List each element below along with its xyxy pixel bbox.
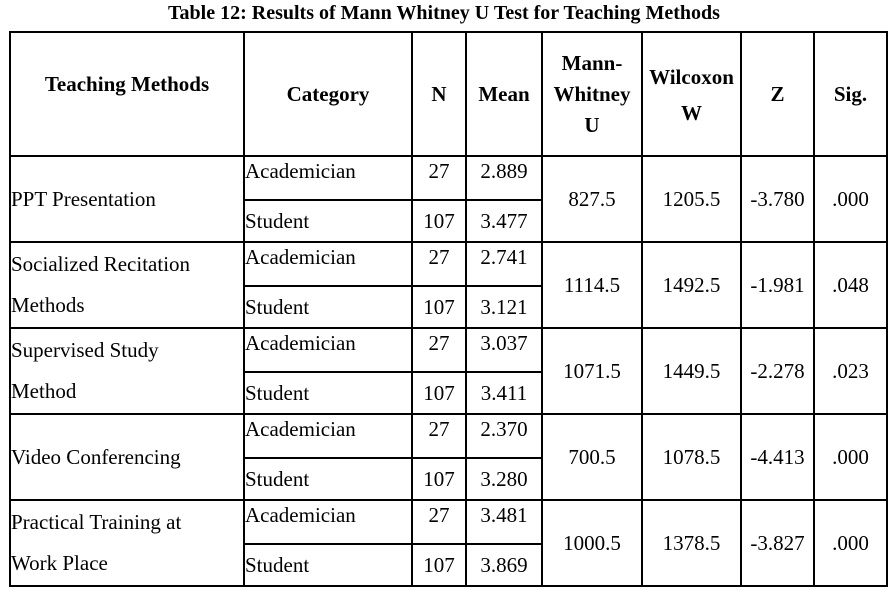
mean-cell: 3.121 (466, 286, 542, 328)
mean-cell: 3.411 (466, 372, 542, 414)
n-cell: 107 (412, 200, 466, 242)
mean-cell: 2.889 (466, 156, 542, 200)
mann-whitney-u-cell: 700.5 (542, 414, 642, 500)
table-caption: Table 12: Results of Mann Whitney U Test for Teaching Methods (168, 2, 720, 24)
table-row (10, 242, 887, 286)
mean-cell: 2.741 (466, 242, 542, 286)
method-name-line2: Methods (11, 293, 85, 317)
header-teaching-methods (10, 32, 244, 156)
category-cell: Academician (244, 414, 412, 458)
method-name-line2: Work Place (11, 551, 108, 575)
header-sig: Sig. (814, 32, 887, 156)
mean-cell: 3.477 (466, 200, 542, 242)
category-cell: Student (244, 372, 412, 414)
wilcoxon-w-cell: 1449.5 (642, 328, 741, 414)
method-cell (10, 500, 244, 586)
wilcoxon-w-cell: 1492.5 (642, 242, 741, 328)
method-name-line1: Practical Training at (11, 510, 182, 534)
header-mwu-line3: U (584, 112, 600, 137)
z-cell: -2.278 (741, 328, 814, 414)
n-cell: 107 (412, 544, 466, 586)
table-row (10, 414, 887, 458)
mean-cell: 3.037 (466, 328, 542, 372)
header-wilcoxon-line1: Wilcoxon (649, 65, 734, 89)
n-cell: 27 (412, 156, 466, 200)
z-cell: -1.981 (741, 242, 814, 328)
sig-cell: .000 (814, 156, 887, 242)
method-cell (10, 414, 244, 500)
wilcoxon-w-cell: 1205.5 (642, 156, 741, 242)
n-cell: 27 (412, 500, 466, 544)
category-cell: Student (244, 544, 412, 586)
z-cell: -3.780 (741, 156, 814, 242)
table-row (10, 156, 887, 200)
header-mann-whitney-u (542, 32, 642, 156)
category-cell: Academician (244, 328, 412, 372)
sig-cell: .048 (814, 242, 887, 328)
header-row (10, 32, 887, 156)
header-wilcoxon-w (642, 32, 741, 156)
method-name-line1: Socialized Recitation (11, 252, 191, 276)
header-mwu-line2: Whitney (553, 81, 631, 106)
sig-cell: .000 (814, 500, 887, 586)
sig-cell: .000 (814, 414, 887, 500)
header-teaching-methods-label: Teaching Methods (44, 72, 210, 96)
header-mean: Mean (466, 32, 542, 156)
n-cell: 27 (412, 242, 466, 286)
category-cell: Student (244, 200, 412, 242)
method-name: Video Conferencing (11, 445, 181, 469)
method-name: PPT Presentation (11, 187, 156, 211)
mann-whitney-u-cell: 827.5 (542, 156, 642, 242)
category-cell: Academician (244, 242, 412, 286)
method-cell (10, 156, 244, 242)
header-n: N (412, 32, 466, 156)
mean-cell: 3.481 (466, 500, 542, 544)
z-cell: -3.827 (741, 500, 814, 586)
table-row (10, 328, 887, 372)
mann-whitney-u-cell: 1071.5 (542, 328, 642, 414)
n-cell: 107 (412, 286, 466, 328)
category-cell: Academician (244, 500, 412, 544)
n-cell: 27 (412, 328, 466, 372)
mean-cell: 2.370 (466, 414, 542, 458)
n-cell: 27 (412, 414, 466, 458)
category-cell: Student (244, 286, 412, 328)
header-z: Z (741, 32, 814, 156)
mann-whitney-u-cell: 1114.5 (542, 242, 642, 328)
sig-cell: .023 (814, 328, 887, 414)
z-cell: -4.413 (741, 414, 814, 500)
header-category: Category (244, 32, 412, 156)
table-row (10, 500, 887, 544)
header-wilcoxon-line2: W (681, 101, 702, 125)
n-cell: 107 (412, 458, 466, 500)
n-cell: 107 (412, 372, 466, 414)
category-cell: Student (244, 458, 412, 500)
mann-whitney-u-cell: 1000.5 (542, 500, 642, 586)
method-name-line2: Method (11, 379, 77, 403)
wilcoxon-w-cell: 1378.5 (642, 500, 741, 586)
category-cell: Academician (244, 156, 412, 200)
wilcoxon-w-cell: 1078.5 (642, 414, 741, 500)
mean-cell: 3.869 (466, 544, 542, 586)
method-name-line1: Supervised Study (11, 338, 159, 362)
method-cell (10, 242, 244, 328)
method-cell (10, 328, 244, 414)
header-mwu-line1: Mann- (561, 50, 623, 75)
results-table (9, 31, 888, 587)
mean-cell: 3.280 (466, 458, 542, 500)
